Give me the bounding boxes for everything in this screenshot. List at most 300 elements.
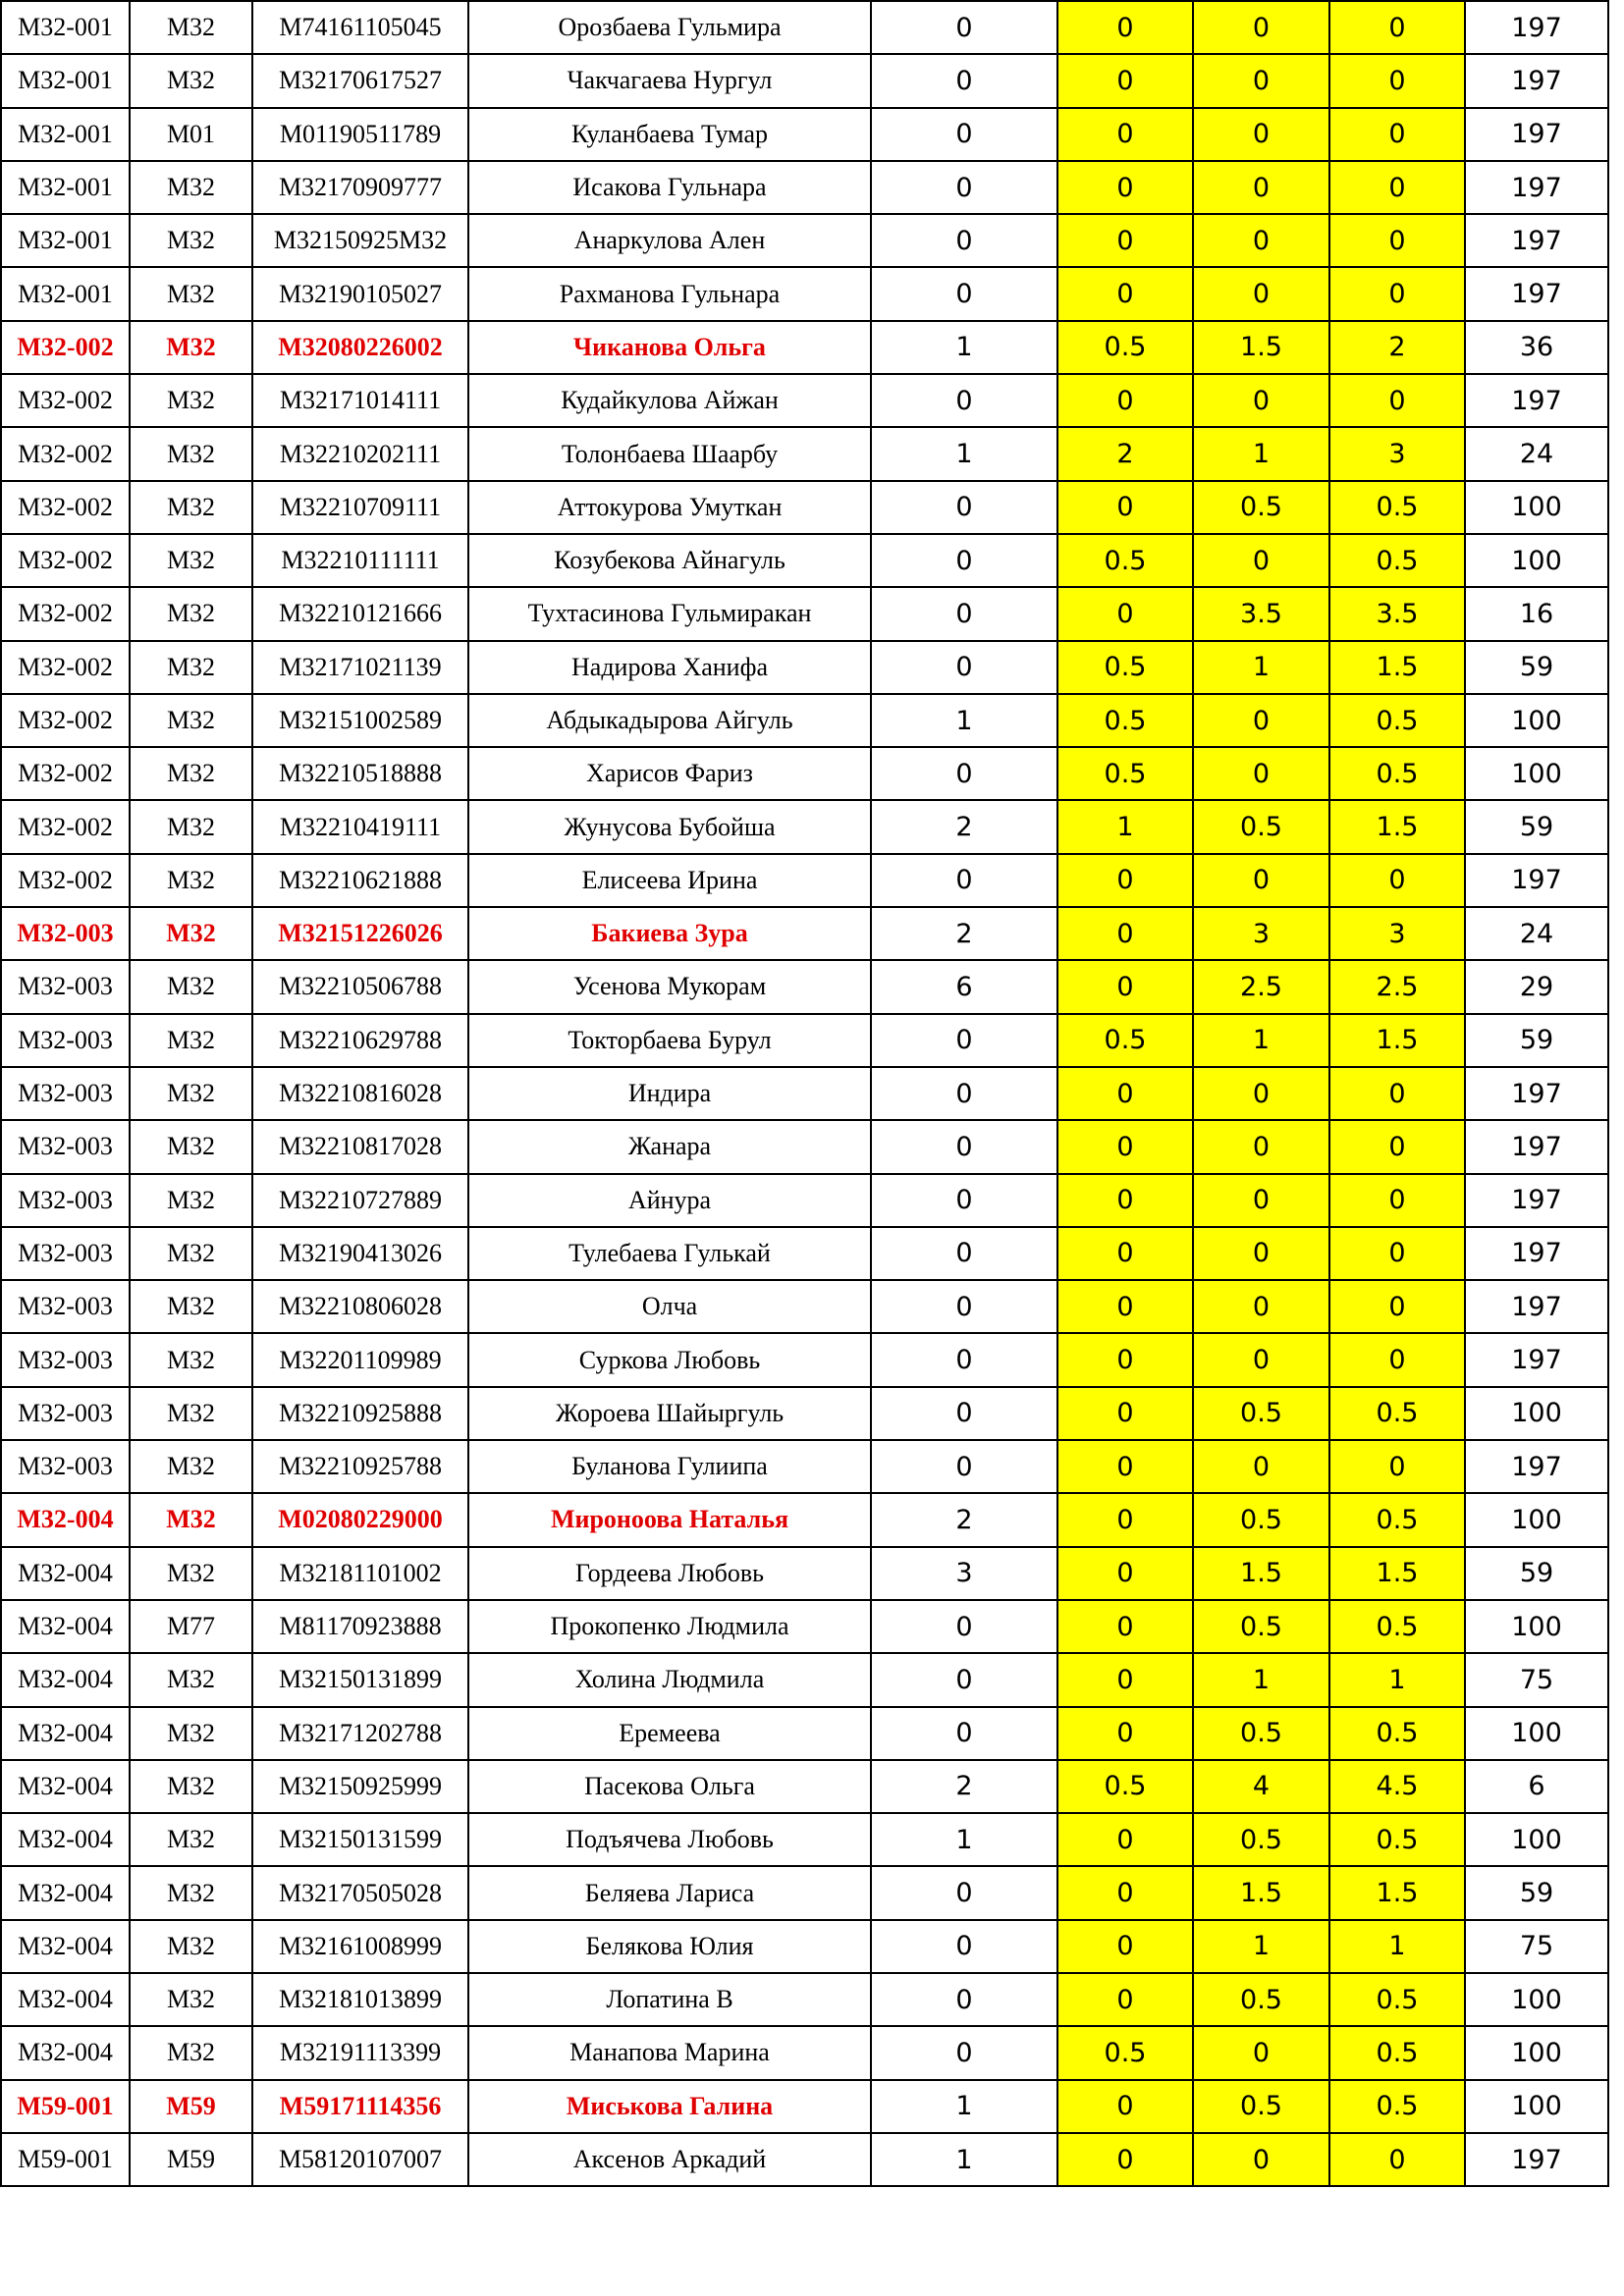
member-name-cell: Жунусова Бубойша bbox=[468, 800, 871, 853]
count-cell: 2 bbox=[871, 1493, 1057, 1546]
group-cell: М32-003 bbox=[1, 1333, 130, 1386]
branch-cell: М32 bbox=[130, 161, 252, 214]
group-cell: М32-001 bbox=[1, 161, 130, 214]
rank-cell: 100 bbox=[1465, 534, 1608, 587]
score-total-cell: 0.5 bbox=[1329, 1707, 1465, 1760]
branch-cell: М32 bbox=[130, 1973, 252, 2026]
score-a-cell: 0 bbox=[1057, 1866, 1193, 1919]
score-total-cell: 4.5 bbox=[1329, 1760, 1465, 1813]
member-name-cell: Мироноова Наталья bbox=[468, 1493, 871, 1546]
group-cell: М32-003 bbox=[1, 1227, 130, 1280]
branch-cell: М32 bbox=[130, 1227, 252, 1280]
member-id-cell: М32201109989 bbox=[252, 1333, 468, 1386]
member-name-cell: Жороева Шайыргуль bbox=[468, 1387, 871, 1440]
score-a-cell: 0.5 bbox=[1057, 747, 1193, 800]
score-b-cell: 0 bbox=[1193, 747, 1329, 800]
score-total-cell: 0.5 bbox=[1329, 1973, 1465, 2026]
member-id-cell: М32210621888 bbox=[252, 854, 468, 907]
branch-cell: М32 bbox=[130, 800, 252, 853]
group-cell: М32-003 bbox=[1, 960, 130, 1013]
member-name-cell: Белякова Юлия bbox=[468, 1920, 871, 1973]
score-b-cell: 1 bbox=[1193, 1920, 1329, 1973]
member-id-cell: М01190511789 bbox=[252, 108, 468, 161]
group-cell: М32-002 bbox=[1, 800, 130, 853]
member-id-cell: М32170617527 bbox=[252, 54, 468, 107]
branch-cell: М32 bbox=[130, 2026, 252, 2079]
member-id-cell: М32190413026 bbox=[252, 1227, 468, 1280]
group-cell: М32-004 bbox=[1, 1866, 130, 1919]
group-cell: М32-001 bbox=[1, 214, 130, 267]
branch-cell: М32 bbox=[130, 267, 252, 320]
branch-cell: М32 bbox=[130, 1707, 252, 1760]
score-b-cell: 1.5 bbox=[1193, 321, 1329, 374]
table-row bbox=[1, 1333, 1608, 1386]
rank-cell: 100 bbox=[1465, 481, 1608, 534]
member-id-cell: М32210629788 bbox=[252, 1014, 468, 1067]
score-b-cell: 2.5 bbox=[1193, 960, 1329, 1013]
table-row bbox=[1, 1707, 1608, 1760]
table-row bbox=[1, 1920, 1608, 1973]
rank-cell: 197 bbox=[1465, 2133, 1608, 2186]
branch-cell: М32 bbox=[130, 1547, 252, 1600]
rank-cell: 197 bbox=[1465, 161, 1608, 214]
score-total-cell: 2 bbox=[1329, 321, 1465, 374]
group-cell: М32-003 bbox=[1, 1440, 130, 1493]
member-id-cell: М32151002589 bbox=[252, 694, 468, 747]
table-body bbox=[1, 1, 1608, 2186]
rank-cell: 59 bbox=[1465, 641, 1608, 694]
member-id-cell: М32181101002 bbox=[252, 1547, 468, 1600]
rank-cell: 24 bbox=[1465, 907, 1608, 960]
member-id-cell: М32171014111 bbox=[252, 374, 468, 427]
score-total-cell: 0 bbox=[1329, 161, 1465, 214]
score-total-cell: 0.5 bbox=[1329, 1387, 1465, 1440]
score-total-cell: 0 bbox=[1329, 1227, 1465, 1280]
score-a-cell: 0 bbox=[1057, 1387, 1193, 1440]
member-name-cell: Анаркулова Ален bbox=[468, 214, 871, 267]
count-cell: 0 bbox=[871, 1014, 1057, 1067]
score-b-cell: 0.5 bbox=[1193, 1387, 1329, 1440]
table-row bbox=[1, 1760, 1608, 1813]
score-b-cell: 0 bbox=[1193, 214, 1329, 267]
count-cell: 0 bbox=[871, 1653, 1057, 1706]
rank-cell: 197 bbox=[1465, 854, 1608, 907]
score-total-cell: 0.5 bbox=[1329, 2026, 1465, 2079]
rank-cell: 197 bbox=[1465, 374, 1608, 427]
score-b-cell: 0 bbox=[1193, 1067, 1329, 1120]
score-total-cell: 0.5 bbox=[1329, 534, 1465, 587]
group-cell: М32-002 bbox=[1, 694, 130, 747]
table-row bbox=[1, 587, 1608, 640]
table-row bbox=[1, 1813, 1608, 1866]
count-cell: 0 bbox=[871, 267, 1057, 320]
member-id-cell: М32181013899 bbox=[252, 1973, 468, 2026]
member-name-cell: Кудайкулова Айжан bbox=[468, 374, 871, 427]
score-total-cell: 0 bbox=[1329, 854, 1465, 907]
member-name-cell: Чиканова Ольга bbox=[468, 321, 871, 374]
rank-cell: 59 bbox=[1465, 1014, 1608, 1067]
member-id-cell: М32170505028 bbox=[252, 1866, 468, 1919]
group-cell: М32-003 bbox=[1, 1014, 130, 1067]
count-cell: 1 bbox=[871, 321, 1057, 374]
member-id-cell: М59171114356 bbox=[252, 2080, 468, 2133]
member-name-cell: Елисеева Ирина bbox=[468, 854, 871, 907]
rank-cell: 75 bbox=[1465, 1920, 1608, 1973]
group-cell: М32-003 bbox=[1, 1387, 130, 1440]
table-row-leader bbox=[1, 1493, 1608, 1546]
score-a-cell: 0 bbox=[1057, 1920, 1193, 1973]
score-b-cell: 0 bbox=[1193, 1174, 1329, 1227]
group-cell: М32-002 bbox=[1, 321, 130, 374]
table-row bbox=[1, 1973, 1608, 2026]
score-total-cell: 0 bbox=[1329, 1440, 1465, 1493]
table-row bbox=[1, 1227, 1608, 1280]
table-row bbox=[1, 1280, 1608, 1333]
score-b-cell: 1 bbox=[1193, 1014, 1329, 1067]
group-cell: М32-003 bbox=[1, 1280, 130, 1333]
count-cell: 1 bbox=[871, 1813, 1057, 1866]
count-cell: 1 bbox=[871, 694, 1057, 747]
member-name-cell: Исакова Гульнара bbox=[468, 161, 871, 214]
score-a-cell: 0 bbox=[1057, 1280, 1193, 1333]
score-b-cell: 3 bbox=[1193, 907, 1329, 960]
score-total-cell: 0.5 bbox=[1329, 1493, 1465, 1546]
rank-cell: 100 bbox=[1465, 1600, 1608, 1653]
score-total-cell: 2.5 bbox=[1329, 960, 1465, 1013]
rank-cell: 6 bbox=[1465, 1760, 1608, 1813]
score-a-cell: 0 bbox=[1057, 267, 1193, 320]
score-b-cell: 0 bbox=[1193, 1440, 1329, 1493]
member-id-cell: М32190105027 bbox=[252, 267, 468, 320]
score-total-cell: 1.5 bbox=[1329, 800, 1465, 853]
rank-cell: 197 bbox=[1465, 1333, 1608, 1386]
count-cell: 0 bbox=[871, 641, 1057, 694]
group-cell: М32-004 bbox=[1, 1973, 130, 2026]
score-total-cell: 0 bbox=[1329, 374, 1465, 427]
rank-cell: 29 bbox=[1465, 960, 1608, 1013]
rank-cell: 59 bbox=[1465, 800, 1608, 853]
score-a-cell: 0.5 bbox=[1057, 694, 1193, 747]
count-cell: 0 bbox=[871, 1067, 1057, 1120]
group-cell: М32-004 bbox=[1, 1547, 130, 1600]
member-id-cell: М32170909777 bbox=[252, 161, 468, 214]
member-name-cell: Манапова Марина bbox=[468, 2026, 871, 2079]
count-cell: 0 bbox=[871, 1973, 1057, 2026]
score-b-cell: 0 bbox=[1193, 2026, 1329, 2079]
member-name-cell: Куланбаева Тумар bbox=[468, 108, 871, 161]
rank-cell: 100 bbox=[1465, 1493, 1608, 1546]
score-b-cell: 0.5 bbox=[1193, 1973, 1329, 2026]
table-row bbox=[1, 747, 1608, 800]
branch-cell: М32 bbox=[130, 427, 252, 480]
count-cell: 2 bbox=[871, 800, 1057, 853]
rank-cell: 197 bbox=[1465, 1227, 1608, 1280]
member-id-cell: М32210925888 bbox=[252, 1387, 468, 1440]
member-id-cell: М32080226002 bbox=[252, 321, 468, 374]
group-cell: М32-002 bbox=[1, 747, 130, 800]
table-row-leader bbox=[1, 321, 1608, 374]
score-a-cell: 0.5 bbox=[1057, 321, 1193, 374]
member-id-cell: М32210202111 bbox=[252, 427, 468, 480]
score-total-cell: 0 bbox=[1329, 1174, 1465, 1227]
score-total-cell: 0.5 bbox=[1329, 1600, 1465, 1653]
count-cell: 0 bbox=[871, 2026, 1057, 2079]
branch-cell: М32 bbox=[130, 374, 252, 427]
table-row bbox=[1, 54, 1608, 107]
member-id-cell: М32150925М32 bbox=[252, 214, 468, 267]
score-total-cell: 0 bbox=[1329, 214, 1465, 267]
group-cell: М32-004 bbox=[1, 1707, 130, 1760]
member-name-cell: Аттокурова Умуткан bbox=[468, 481, 871, 534]
group-cell: М32-004 bbox=[1, 1760, 130, 1813]
group-cell: М32-002 bbox=[1, 427, 130, 480]
rank-cell: 197 bbox=[1465, 54, 1608, 107]
score-b-cell: 1.5 bbox=[1193, 1547, 1329, 1600]
table-row bbox=[1, 1120, 1608, 1173]
rank-cell: 100 bbox=[1465, 2026, 1608, 2079]
score-b-cell: 0 bbox=[1193, 267, 1329, 320]
table-row bbox=[1, 1653, 1608, 1706]
score-a-cell: 0 bbox=[1057, 374, 1193, 427]
count-cell: 0 bbox=[871, 747, 1057, 800]
member-name-cell: Лопатина В bbox=[468, 1973, 871, 2026]
score-b-cell: 0.5 bbox=[1193, 2080, 1329, 2133]
score-b-cell: 0 bbox=[1193, 1, 1329, 54]
group-cell: М32-004 bbox=[1, 1920, 130, 1973]
member-name-cell: Усенова Мукорам bbox=[468, 960, 871, 1013]
score-b-cell: 3.5 bbox=[1193, 587, 1329, 640]
group-cell: М32-002 bbox=[1, 374, 130, 427]
branch-cell: М32 bbox=[130, 1014, 252, 1067]
member-name-cell: Прокопенко Людмила bbox=[468, 1600, 871, 1653]
table-row bbox=[1, 854, 1608, 907]
group-cell: М32-002 bbox=[1, 481, 130, 534]
table-row bbox=[1, 108, 1608, 161]
member-name-cell: Айнура bbox=[468, 1174, 871, 1227]
group-cell: М32-002 bbox=[1, 587, 130, 640]
table-row bbox=[1, 960, 1608, 1013]
score-total-cell: 0.5 bbox=[1329, 481, 1465, 534]
member-name-cell: Тухтасинова Гульмиракан bbox=[468, 587, 871, 640]
count-cell: 0 bbox=[871, 374, 1057, 427]
group-cell: М32-004 bbox=[1, 1493, 130, 1546]
score-b-cell: 0.5 bbox=[1193, 1813, 1329, 1866]
rank-cell: 16 bbox=[1465, 587, 1608, 640]
score-a-cell: 2 bbox=[1057, 427, 1193, 480]
group-cell: М32-003 bbox=[1, 1174, 130, 1227]
rank-cell: 36 bbox=[1465, 321, 1608, 374]
count-cell: 0 bbox=[871, 1707, 1057, 1760]
score-b-cell: 0 bbox=[1193, 1120, 1329, 1173]
member-id-cell: М32210111111 bbox=[252, 534, 468, 587]
branch-cell: М32 bbox=[130, 1813, 252, 1866]
branch-cell: М32 bbox=[130, 1493, 252, 1546]
group-cell: М32-003 bbox=[1, 907, 130, 960]
member-id-cell: М81170923888 bbox=[252, 1600, 468, 1653]
member-name-cell: Орозбаева Гульмира bbox=[468, 1, 871, 54]
score-a-cell: 0 bbox=[1057, 214, 1193, 267]
rank-cell: 100 bbox=[1465, 747, 1608, 800]
score-total-cell: 1 bbox=[1329, 1920, 1465, 1973]
score-total-cell: 0 bbox=[1329, 267, 1465, 320]
member-id-cell: М32150925999 bbox=[252, 1760, 468, 1813]
branch-cell: М32 bbox=[130, 534, 252, 587]
score-b-cell: 1 bbox=[1193, 1653, 1329, 1706]
rank-cell: 75 bbox=[1465, 1653, 1608, 1706]
score-total-cell: 1 bbox=[1329, 1653, 1465, 1706]
group-cell: М32-004 bbox=[1, 1813, 130, 1866]
rank-cell: 197 bbox=[1465, 1440, 1608, 1493]
branch-cell: М32 bbox=[130, 1440, 252, 1493]
member-name-cell: Беляева Лариса bbox=[468, 1866, 871, 1919]
branch-cell: М32 bbox=[130, 854, 252, 907]
branch-cell: М77 bbox=[130, 1600, 252, 1653]
member-name-cell: Индира bbox=[468, 1067, 871, 1120]
table-row bbox=[1, 481, 1608, 534]
count-cell: 0 bbox=[871, 1440, 1057, 1493]
member-id-cell: М32210727889 bbox=[252, 1174, 468, 1227]
score-b-cell: 0 bbox=[1193, 374, 1329, 427]
table-row bbox=[1, 267, 1608, 320]
score-a-cell: 0 bbox=[1057, 1120, 1193, 1173]
member-id-cell: М32171021139 bbox=[252, 641, 468, 694]
score-a-cell: 0 bbox=[1057, 1227, 1193, 1280]
score-b-cell: 1 bbox=[1193, 641, 1329, 694]
score-a-cell: 0 bbox=[1057, 108, 1193, 161]
rank-cell: 197 bbox=[1465, 1120, 1608, 1173]
member-name-cell: Абдыкадырова Айгуль bbox=[468, 694, 871, 747]
score-total-cell: 0 bbox=[1329, 54, 1465, 107]
table-row bbox=[1, 800, 1608, 853]
score-b-cell: 0.5 bbox=[1193, 800, 1329, 853]
group-cell: М32-004 bbox=[1, 1600, 130, 1653]
rank-cell: 197 bbox=[1465, 108, 1608, 161]
member-name-cell: Пасекова Ольга bbox=[468, 1760, 871, 1813]
score-a-cell: 0 bbox=[1057, 587, 1193, 640]
score-b-cell: 0 bbox=[1193, 534, 1329, 587]
branch-cell: М32 bbox=[130, 1653, 252, 1706]
member-name-cell: Олча bbox=[468, 1280, 871, 1333]
score-a-cell: 0.5 bbox=[1057, 641, 1193, 694]
table-row-leader bbox=[1, 907, 1608, 960]
score-total-cell: 0 bbox=[1329, 1280, 1465, 1333]
score-total-cell: 0.5 bbox=[1329, 1813, 1465, 1866]
branch-cell: М32 bbox=[130, 1866, 252, 1919]
table-row bbox=[1, 2026, 1608, 2079]
table-row bbox=[1, 1, 1608, 54]
table-row bbox=[1, 1866, 1608, 1919]
table-row bbox=[1, 534, 1608, 587]
branch-cell: М32 bbox=[130, 481, 252, 534]
branch-cell: М32 bbox=[130, 321, 252, 374]
branch-cell: М32 bbox=[130, 641, 252, 694]
member-name-cell: Аксенов Аркадий bbox=[468, 2133, 871, 2186]
branch-cell: М32 bbox=[130, 907, 252, 960]
score-a-cell: 0 bbox=[1057, 1493, 1193, 1546]
rank-cell: 100 bbox=[1465, 1973, 1608, 2026]
score-a-cell: 0.5 bbox=[1057, 1760, 1193, 1813]
count-cell: 3 bbox=[871, 1547, 1057, 1600]
branch-cell: М32 bbox=[130, 1120, 252, 1173]
branch-cell: М32 bbox=[130, 587, 252, 640]
count-cell: 0 bbox=[871, 1174, 1057, 1227]
count-cell: 0 bbox=[871, 1333, 1057, 1386]
member-id-cell: М32210419111 bbox=[252, 800, 468, 853]
rank-cell: 197 bbox=[1465, 1280, 1608, 1333]
score-total-cell: 1.5 bbox=[1329, 1866, 1465, 1919]
group-cell: М32-004 bbox=[1, 2026, 130, 2079]
branch-cell: М32 bbox=[130, 1387, 252, 1440]
member-id-cell: М32210121666 bbox=[252, 587, 468, 640]
member-id-cell: М32150131899 bbox=[252, 1653, 468, 1706]
rank-cell: 100 bbox=[1465, 1813, 1608, 1866]
member-name-cell: Жанара bbox=[468, 1120, 871, 1173]
count-cell: 0 bbox=[871, 54, 1057, 107]
count-cell: 0 bbox=[871, 1866, 1057, 1919]
rank-cell: 59 bbox=[1465, 1866, 1608, 1919]
branch-cell: М32 bbox=[130, 1920, 252, 1973]
branch-cell: М01 bbox=[130, 108, 252, 161]
count-cell: 1 bbox=[871, 2080, 1057, 2133]
score-total-cell: 0 bbox=[1329, 108, 1465, 161]
table-row bbox=[1, 694, 1608, 747]
table-row bbox=[1, 641, 1608, 694]
member-id-cell: М32161008999 bbox=[252, 1920, 468, 1973]
rank-cell: 100 bbox=[1465, 1707, 1608, 1760]
rank-cell: 100 bbox=[1465, 1387, 1608, 1440]
table-row bbox=[1, 214, 1608, 267]
branch-cell: М32 bbox=[130, 747, 252, 800]
count-cell: 0 bbox=[871, 481, 1057, 534]
score-total-cell: 1.5 bbox=[1329, 1014, 1465, 1067]
member-name-cell: Толонбаева Шаарбу bbox=[468, 427, 871, 480]
group-cell: М32-001 bbox=[1, 1, 130, 54]
member-name-cell: Суркова Любовь bbox=[468, 1333, 871, 1386]
member-name-cell: Миськова Галина bbox=[468, 2080, 871, 2133]
score-total-cell: 1.5 bbox=[1329, 1547, 1465, 1600]
rank-cell: 24 bbox=[1465, 427, 1608, 480]
branch-cell: М32 bbox=[130, 1333, 252, 1386]
member-id-cell: М32191113399 bbox=[252, 2026, 468, 2079]
score-a-cell: 0 bbox=[1057, 1600, 1193, 1653]
score-a-cell: 0.5 bbox=[1057, 534, 1193, 587]
group-cell: М32-002 bbox=[1, 534, 130, 587]
table-row bbox=[1, 1440, 1608, 1493]
count-cell: 0 bbox=[871, 1280, 1057, 1333]
rank-cell: 100 bbox=[1465, 2080, 1608, 2133]
score-a-cell: 0 bbox=[1057, 1174, 1193, 1227]
score-a-cell: 0 bbox=[1057, 1547, 1193, 1600]
count-cell: 0 bbox=[871, 1600, 1057, 1653]
member-id-cell: М02080229000 bbox=[252, 1493, 468, 1546]
score-b-cell: 0.5 bbox=[1193, 481, 1329, 534]
rank-cell: 197 bbox=[1465, 1067, 1608, 1120]
member-name-cell: Надирова Ханифа bbox=[468, 641, 871, 694]
count-cell: 0 bbox=[871, 161, 1057, 214]
group-cell: М32-003 bbox=[1, 1120, 130, 1173]
score-a-cell: 0.5 bbox=[1057, 2026, 1193, 2079]
table-row-leader bbox=[1, 2080, 1608, 2133]
score-a-cell: 0 bbox=[1057, 1973, 1193, 2026]
score-a-cell: 0 bbox=[1057, 2080, 1193, 2133]
score-b-cell: 0.5 bbox=[1193, 1600, 1329, 1653]
score-total-cell: 0 bbox=[1329, 2133, 1465, 2186]
table-row bbox=[1, 1387, 1608, 1440]
score-b-cell: 0 bbox=[1193, 694, 1329, 747]
member-id-cell: М58120107007 bbox=[252, 2133, 468, 2186]
score-b-cell: 0 bbox=[1193, 1280, 1329, 1333]
score-b-cell: 0 bbox=[1193, 161, 1329, 214]
